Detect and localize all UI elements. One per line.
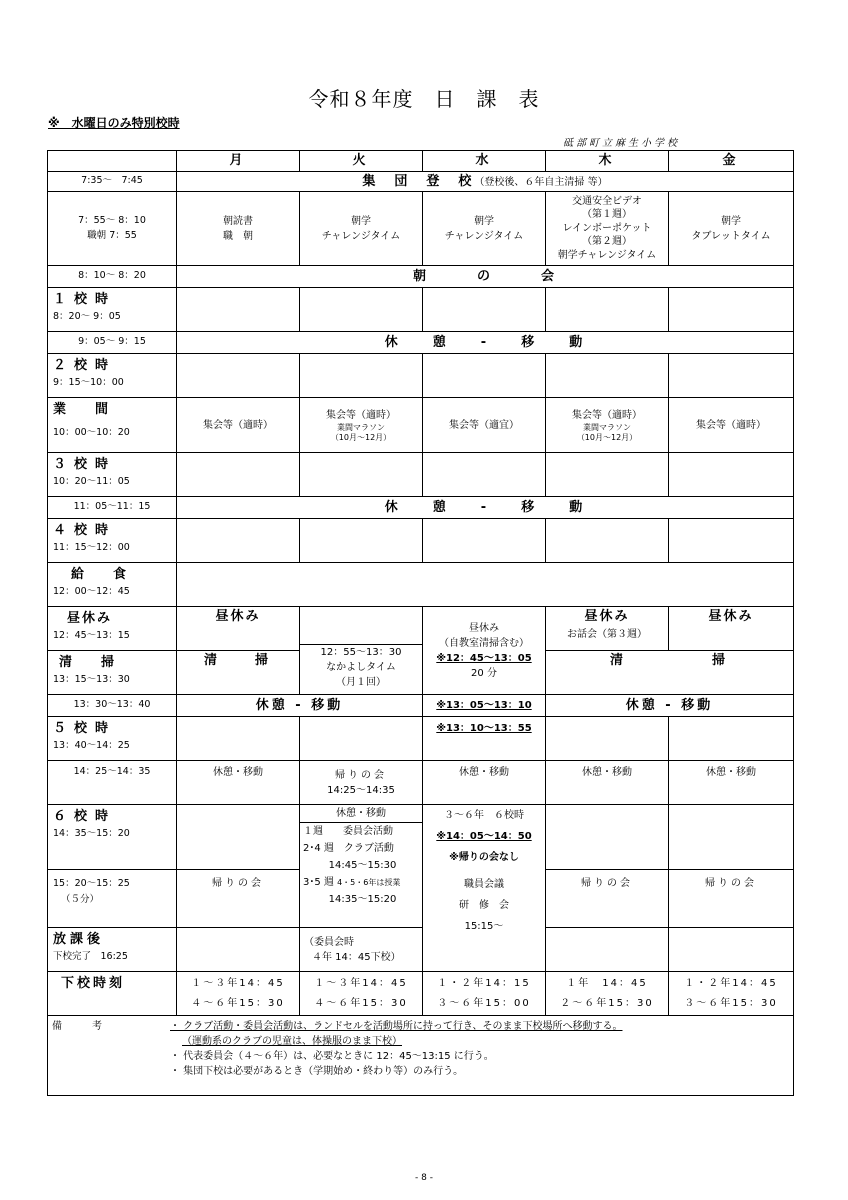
table-row — [48, 354, 794, 398]
day-header-thu: 木 — [546, 151, 669, 172]
corner-cell — [48, 151, 177, 172]
period-6-label: ６校時 14：35～15：20 — [48, 805, 177, 870]
p6-thu — [546, 805, 669, 870]
remark-item: ・ 集団下校は必要があるとき（学期始め・終わり等）のみ行う。 — [170, 1066, 464, 1077]
r1425-wed: 休憩・移動 — [423, 761, 546, 805]
table-row — [48, 519, 794, 563]
day-header-wed: 水 — [423, 151, 546, 172]
table-row — [48, 192, 794, 266]
period-4-label: ４校時 11：15～12：00 — [48, 519, 177, 563]
r1520-fri: 帰りの会 — [669, 870, 794, 928]
p6-fri — [669, 805, 794, 870]
gyokan-wed: 集会等（適宜） — [423, 398, 546, 453]
group-attendance-note: （登校後、６年自主清掃 等） — [474, 176, 608, 188]
p6-mon — [177, 805, 300, 870]
page-title: 令和８年度 日 課 表 — [308, 87, 540, 111]
p3-tue — [300, 453, 423, 497]
period-1-label: １校時 8：20～ 9：05 — [48, 288, 177, 332]
table-row — [48, 607, 794, 651]
p4-wed — [423, 519, 546, 563]
time-label: 15：20～15：25 （５分） — [48, 870, 177, 928]
p2-fri — [669, 354, 794, 398]
break-move-2: 休 憩 - 移 動 — [177, 497, 794, 519]
table-row — [48, 266, 794, 288]
p5-fri — [669, 717, 794, 761]
table-row — [48, 695, 794, 717]
dismissal-tue: １～３年14：45 ４～６年15：30 — [300, 972, 423, 1016]
move-thu-fri: 休憩 - 移動 — [546, 695, 794, 717]
hiru-tue: 12：55～13：30 なかよしタイム （月１回） — [300, 607, 423, 695]
page-number: - 8 - — [415, 1173, 433, 1183]
p3-wed — [423, 453, 546, 497]
after-thu — [546, 928, 669, 972]
r1425-mon: 休憩・移動 — [177, 761, 300, 805]
morning-tue: 朝学 チャレンジタイム — [300, 192, 423, 266]
hiru-fri: 昼休み — [669, 607, 794, 651]
p3-thu — [546, 453, 669, 497]
morning-mon: 朝読書 職 朝 — [177, 192, 300, 266]
remarks-row — [48, 1016, 794, 1096]
table-row — [48, 453, 794, 497]
table-row — [48, 972, 794, 1016]
table-row — [48, 805, 794, 870]
time-label: 9：05～ 9：15 — [48, 332, 177, 354]
special-schedule-note: ※ 水曜日のみ特別校時 — [48, 116, 180, 130]
clean-thu-fri: 清 掃 — [546, 651, 794, 695]
p2-tue — [300, 354, 423, 398]
break-move-1: 休 憩 - 移 動 — [177, 332, 794, 354]
p1-tue — [300, 288, 423, 332]
p4-fri — [669, 519, 794, 563]
p5-tue — [300, 717, 423, 761]
remark-item: （運動系のクラブの児童は、体操服のまま下校） — [182, 1036, 402, 1047]
hiru-wed: 昼休み （自教室清掃含む） ※12：45～13：05 20 分 — [423, 607, 546, 695]
r1425-fri: 休憩・移動 — [669, 761, 794, 805]
morning-wed: 朝学 チャレンジタイム — [423, 192, 546, 266]
time-label: 7：55～ 8：10 職朝 7：55 — [48, 192, 177, 266]
p6-tue: 休憩・移動 １週 委員会活動 2･4 週 クラブ活動 14:45～15:30 3･5 週 4・5・6年は授業 14:35～15:20 — [300, 805, 423, 928]
move-wed: ※13：05～13：10 — [423, 695, 546, 717]
remarks-label: 備考 — [52, 1021, 132, 1032]
remarks — [48, 1016, 794, 1096]
table-row — [48, 928, 794, 972]
r1520-thu: 帰りの会 — [546, 870, 669, 928]
morning-assembly: 朝 の 会 — [177, 266, 794, 288]
p5-wed: ※13：10～13：55 — [423, 717, 546, 761]
group-attendance — [177, 171, 794, 192]
period-3-label: ３校時 10：20～11：05 — [48, 453, 177, 497]
day-header-fri: 金 — [669, 151, 794, 172]
lunch-span — [177, 563, 794, 607]
p2-thu — [546, 354, 669, 398]
time-label: 13：30～13：40 — [48, 695, 177, 717]
table-row — [48, 398, 794, 453]
time-label: 7:35～ 7:45 — [48, 171, 177, 192]
morning-fri: 朝学 タブレットタイム — [669, 192, 794, 266]
p2-mon — [177, 354, 300, 398]
gyokan-mon: 集会等（適時） — [177, 398, 300, 453]
table-row — [48, 288, 794, 332]
timetable — [47, 150, 794, 1096]
group-attendance-label: 集 団 登 校 — [362, 173, 475, 189]
table-row — [48, 171, 794, 192]
hiru-mon: 昼休み — [177, 607, 300, 651]
dismissal-wed: １・２年14：15 ３～６年15：00 — [423, 972, 546, 1016]
table-row — [48, 761, 794, 805]
table-row — [48, 332, 794, 354]
remark-item: ・ クラブ活動・委員会活動は、ランドセルを活動場所に持って行き、そのまま下校場所へ移動する。 — [170, 1021, 623, 1032]
clean-label: 清 掃 13：15～13：30 — [48, 651, 177, 695]
after-mon — [177, 928, 300, 972]
time-label: 8：10～ 8：20 — [48, 266, 177, 288]
gyokan-tue: 集会等（適時） 業間マラソン （10月～12月） — [300, 398, 423, 453]
p5-thu — [546, 717, 669, 761]
p4-tue — [300, 519, 423, 563]
p1-mon — [177, 288, 300, 332]
r1520-mon: 帰りの会 — [177, 870, 300, 928]
header-row — [48, 151, 794, 172]
p1-thu — [546, 288, 669, 332]
table-row — [48, 717, 794, 761]
after-school-label: 放課後 下校完了 16:25 — [48, 928, 177, 972]
time-label: 11：05～11：15 — [48, 497, 177, 519]
gyokan-fri: 集会等（適時） — [669, 398, 794, 453]
dismissal-label: 下校時刻 — [48, 972, 177, 1016]
dismissal-thu: １年 14：45 ２～６年15：30 — [546, 972, 669, 1016]
p3-mon — [177, 453, 300, 497]
after-fri — [669, 928, 794, 972]
hiru-label: 昼休み 12：45～13：15 — [48, 607, 177, 651]
gyokan-thu: 集会等（適時） 業間マラソン （10月～12月） — [546, 398, 669, 453]
p1-wed — [423, 288, 546, 332]
p4-thu — [546, 519, 669, 563]
period-5-label: ５校時 13：40～14：25 — [48, 717, 177, 761]
morning-thu: 交通安全ビデオ （第１週） レインボーポケット （第２週） 朝学チャレンジタイム — [546, 192, 669, 266]
p6-wed: ３～６年 ６校時 ※14：05～14：50 ※帰りの会なし 職員会議 研 修 会 15:15～ — [423, 805, 546, 972]
r1425-tue: 帰りの会 14:25～14:35 — [300, 761, 423, 805]
lunch-label: 給 食 12：00～12：45 — [48, 563, 177, 607]
dismissal-mon: １～３年14：45 ４～６年15：30 — [177, 972, 300, 1016]
time-label: 14：25～14：35 — [48, 761, 177, 805]
p5-mon — [177, 717, 300, 761]
p2-wed — [423, 354, 546, 398]
p1-fri — [669, 288, 794, 332]
dismissal-fri: １・２年14：45 ３～６年15：30 — [669, 972, 794, 1016]
p3-fri — [669, 453, 794, 497]
hiru-thu: 昼休み お話会（第３週） — [546, 607, 669, 651]
move-mon-tue: 休憩 - 移動 — [177, 695, 423, 717]
remark-item: ・ 代表委員会（４～６年）は、必要なときに 12：45～13:15 に行う。 — [170, 1051, 494, 1062]
clean-mon: 清 掃 — [177, 651, 300, 695]
after-tue: （委員会時 ４年 14：45下校） — [300, 928, 423, 972]
r1425-thu: 休憩・移動 — [546, 761, 669, 805]
p4-mon — [177, 519, 300, 563]
table-row — [48, 563, 794, 607]
school-name: 砥部町立麻生小学校 — [563, 138, 680, 149]
period-2-label: ２校時 9：15～10：00 — [48, 354, 177, 398]
table-row — [48, 497, 794, 519]
gyokan-label: 業 間 10：00～10：20 — [48, 398, 177, 453]
day-header-mon: 月 — [177, 151, 300, 172]
day-header-tue: 火 — [300, 151, 423, 172]
